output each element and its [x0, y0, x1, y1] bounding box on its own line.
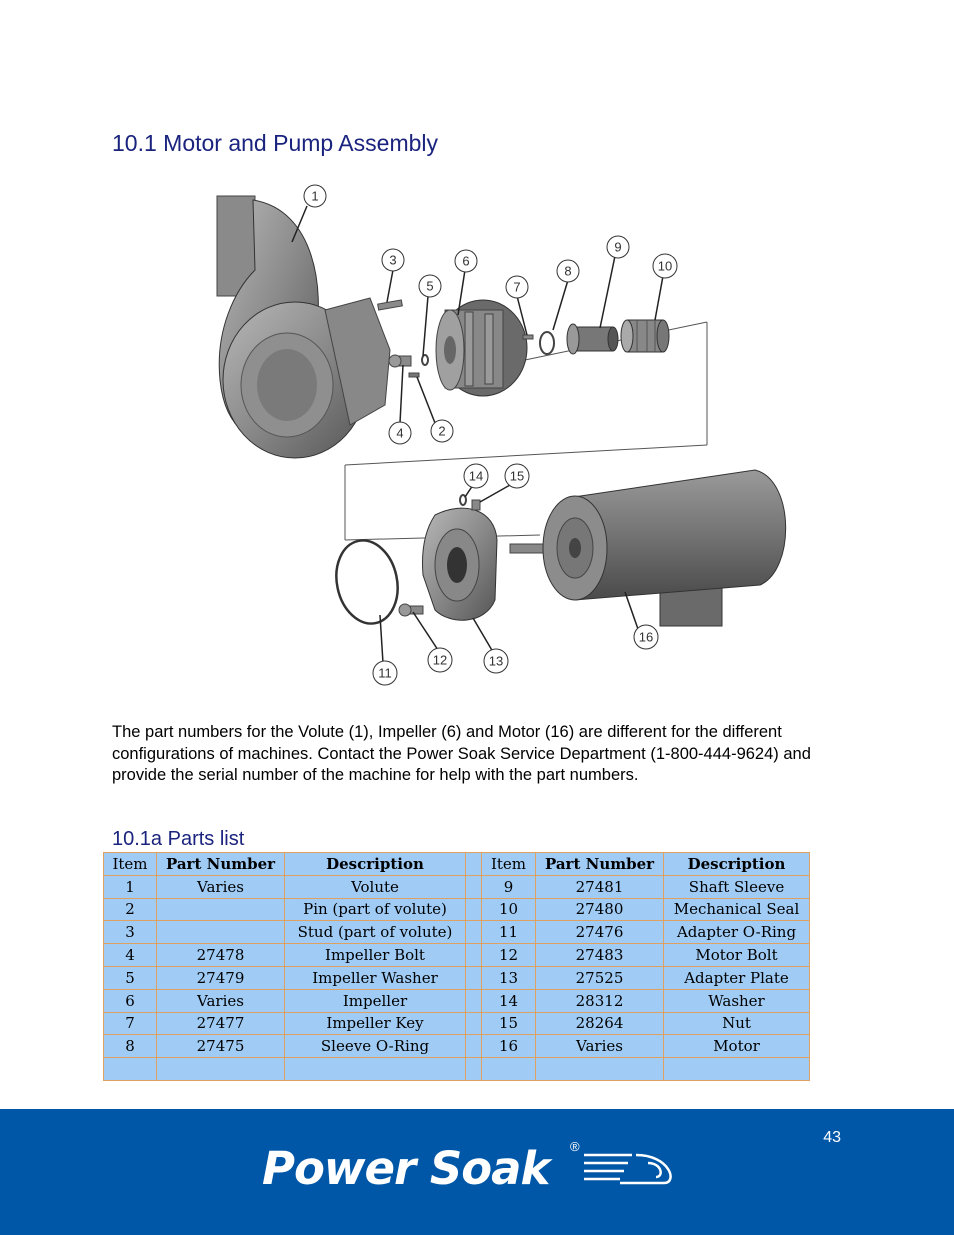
- adapter-o-ring-part: [329, 535, 405, 630]
- callout-11: [373, 661, 397, 685]
- callout-2: [431, 420, 453, 442]
- cell-part-number: 27478: [157, 944, 285, 967]
- callout-8: [557, 260, 579, 282]
- cell-description: Stud (part of volute): [285, 921, 466, 944]
- cell-description: [285, 1058, 466, 1081]
- table-header-row: [104, 853, 810, 876]
- callout-5: [419, 275, 441, 297]
- svg-text:12: 12: [432, 652, 448, 668]
- callout-3: [382, 249, 404, 271]
- sleeve-o-ring-part: [540, 332, 554, 354]
- adapter-plate-part: [423, 508, 498, 620]
- cell-description: Impeller Washer: [285, 966, 466, 989]
- table-row: [104, 921, 810, 944]
- volute-part: [217, 196, 390, 458]
- motor-part: [510, 470, 786, 626]
- cell-part-number: 27475: [157, 1035, 285, 1058]
- cell-spacer: [466, 1035, 482, 1058]
- callout-1: [304, 185, 326, 207]
- cell-spacer: [466, 944, 482, 967]
- callout-10: [653, 254, 677, 278]
- cell-item: 6: [104, 989, 157, 1012]
- cell-item: 11: [482, 921, 536, 944]
- cell-description: Impeller Bolt: [285, 944, 466, 967]
- cell-item: 1: [104, 875, 157, 898]
- cell-item: [104, 1058, 157, 1081]
- cell-spacer: [466, 875, 482, 898]
- shaft-sleeve-part: [567, 324, 618, 354]
- svg-text:8: 8: [564, 263, 572, 279]
- assembly-drawing: [195, 180, 815, 690]
- svg-text:11: 11: [378, 665, 392, 681]
- cell-item: 9: [482, 875, 536, 898]
- table-row: [104, 989, 810, 1012]
- cell-part-number: Varies: [157, 989, 285, 1012]
- cell-part-number: 27483: [536, 944, 664, 967]
- table-row: [104, 1058, 810, 1081]
- svg-text:1: 1: [311, 188, 319, 204]
- svg-text:15: 15: [509, 468, 525, 484]
- header-description: Description: [664, 853, 810, 876]
- cell-part-number: [157, 1058, 285, 1081]
- svg-text:5: 5: [426, 278, 434, 294]
- impeller-key-part: [523, 335, 533, 339]
- brand-name: Power Soak: [262, 1142, 550, 1195]
- cell-description: Adapter Plate: [664, 966, 810, 989]
- svg-text:4: 4: [396, 425, 404, 441]
- svg-text:7: 7: [513, 279, 521, 295]
- cell-description: Impeller: [285, 989, 466, 1012]
- svg-text:2: 2: [438, 423, 446, 439]
- cell-item: 4: [104, 944, 157, 967]
- cell-item: 10: [482, 898, 536, 921]
- table-row: [104, 944, 810, 967]
- page-number: 43: [823, 1129, 841, 1146]
- callout-4: [389, 422, 411, 444]
- svg-text:3: 3: [389, 252, 397, 268]
- cell-part-number: 27480: [536, 898, 664, 921]
- cell-part-number: 27481: [536, 875, 664, 898]
- impeller-washer-part: [422, 355, 428, 365]
- header-part-number: Part Number: [157, 853, 285, 876]
- cell-spacer: [466, 989, 482, 1012]
- motor-bolt-part: [399, 604, 423, 616]
- cell-item: 16: [482, 1035, 536, 1058]
- svg-text:13: 13: [488, 653, 504, 669]
- header-description: Description: [285, 853, 466, 876]
- table-row: [104, 966, 810, 989]
- cell-description: Motor Bolt: [664, 944, 810, 967]
- cell-description: Impeller Key: [285, 1012, 466, 1035]
- section-title: 10.1 Motor and Pump Assembly: [112, 130, 438, 156]
- cell-part-number: 27476: [536, 921, 664, 944]
- impeller-bolt-part: [389, 355, 411, 367]
- cell-part-number: [157, 921, 285, 944]
- cell-part-number: [157, 898, 285, 921]
- table-row: [104, 1012, 810, 1035]
- header-part-number: Part Number: [536, 853, 664, 876]
- cell-spacer: [466, 1012, 482, 1035]
- cell-description: Adapter O-Ring: [664, 921, 810, 944]
- callout-14: [464, 464, 488, 488]
- cell-item: 14: [482, 989, 536, 1012]
- cell-part-number: Varies: [536, 1035, 664, 1058]
- cell-description: Shaft Sleeve: [664, 875, 810, 898]
- cell-description: Mechanical Seal: [664, 898, 810, 921]
- parts-table: [103, 852, 810, 1081]
- svg-text:10: 10: [657, 258, 673, 274]
- cell-spacer: [466, 966, 482, 989]
- callout-7: [506, 276, 528, 298]
- cell-item: 12: [482, 944, 536, 967]
- brand-swoosh-icon: [580, 1149, 682, 1187]
- cell-spacer: [466, 921, 482, 944]
- table-row: [104, 898, 810, 921]
- parts-table-body: [104, 875, 810, 1080]
- parts-list-title: 10.1a Parts list: [112, 828, 245, 850]
- cell-description: Volute: [285, 875, 466, 898]
- callout-12: [428, 648, 452, 672]
- cell-part-number: [536, 1058, 664, 1081]
- callout-9: [607, 236, 629, 258]
- cell-description: Motor: [664, 1035, 810, 1058]
- callout-15: [505, 464, 529, 488]
- mechanical-seal-part: [621, 320, 669, 352]
- svg-text:9: 9: [614, 239, 622, 255]
- header-spacer: [466, 853, 482, 876]
- cell-description: Washer: [664, 989, 810, 1012]
- brand-logo: [262, 1139, 682, 1199]
- stud-part: [378, 300, 403, 310]
- callout-6: [455, 250, 477, 272]
- cell-spacer: [466, 1058, 482, 1081]
- registered-mark: ®: [570, 1139, 580, 1154]
- table-row: [104, 1035, 810, 1058]
- cell-description: [664, 1058, 810, 1081]
- cell-part-number: 28264: [536, 1012, 664, 1035]
- cell-description: Nut: [664, 1012, 810, 1035]
- cell-item: 8: [104, 1035, 157, 1058]
- cell-item: 2: [104, 898, 157, 921]
- intro-paragraph: The part numbers for the Volute (1), Impeller (6) and Motor (16) are different for the different configurations of machines. Contact the Power Soak Service Department (1-800-444-9624) and provide the serial number of the machine for help with the part numbers.: [112, 723, 811, 785]
- cell-item: 13: [482, 966, 536, 989]
- cell-part-number: 27525: [536, 966, 664, 989]
- cell-description: Sleeve O-Ring: [285, 1035, 466, 1058]
- exploded-assembly-diagram: [195, 180, 815, 690]
- pin-part: [409, 373, 419, 377]
- cell-part-number: 27479: [157, 966, 285, 989]
- cell-item: 15: [482, 1012, 536, 1035]
- impeller-part: [436, 300, 527, 396]
- callout-13: [484, 649, 508, 673]
- page-footer: [0, 1109, 954, 1235]
- cell-part-number: 28312: [536, 989, 664, 1012]
- svg-text:14: 14: [468, 468, 484, 484]
- cell-item: [482, 1058, 536, 1081]
- cell-item: 3: [104, 921, 157, 944]
- callout-16: [634, 625, 658, 649]
- cell-item: 7: [104, 1012, 157, 1035]
- cell-part-number: Varies: [157, 875, 285, 898]
- cell-part-number: 27477: [157, 1012, 285, 1035]
- cell-description: Pin (part of volute): [285, 898, 466, 921]
- cell-item: 5: [104, 966, 157, 989]
- svg-text:16: 16: [638, 629, 654, 645]
- nut-part: [472, 500, 480, 510]
- cell-spacer: [466, 898, 482, 921]
- table-row: [104, 875, 810, 898]
- header-item: Item: [482, 853, 536, 876]
- svg-text:6: 6: [462, 253, 470, 269]
- header-item: Item: [104, 853, 157, 876]
